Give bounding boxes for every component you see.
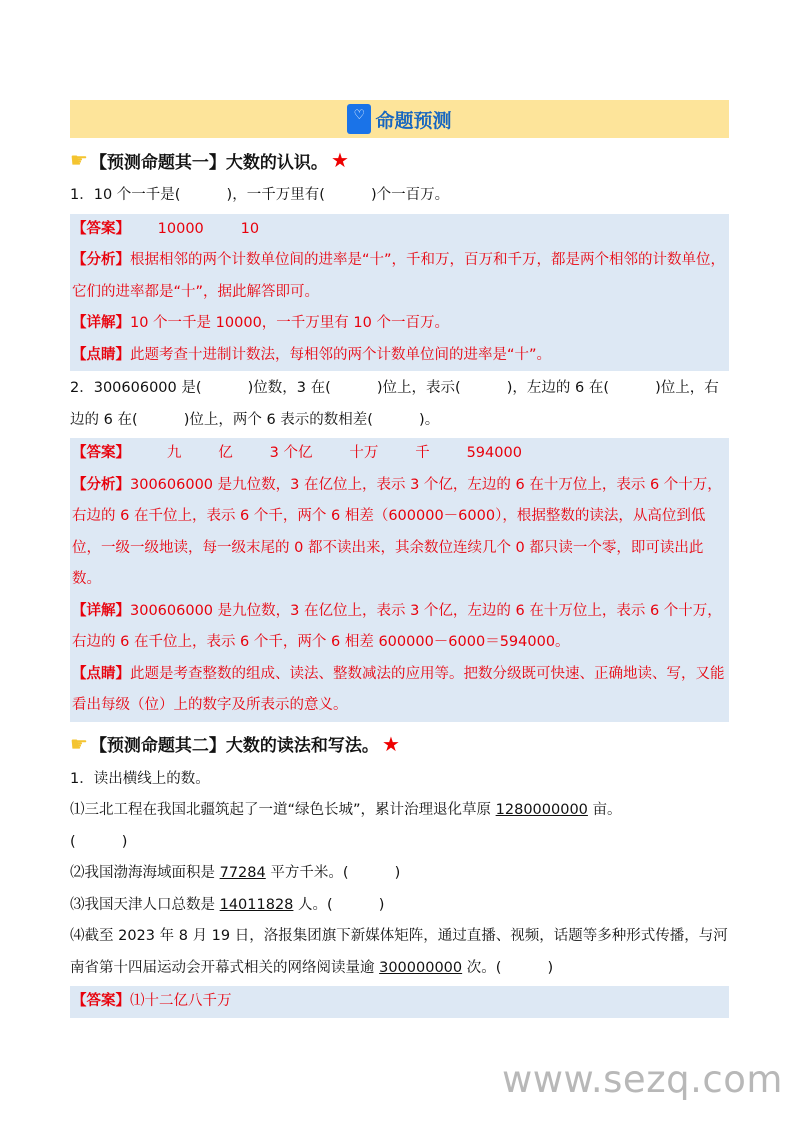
section2-heading: ☛ 【预测命题其二】大数的读法和写法。 ★ [70,731,400,756]
point-text: 此题考查十进制计数法，每相邻的两个计数单位间的进率是“十”。 [130,346,552,363]
answer-box-1: 【答案】 10000 10 【分析】根据相邻的两个计数单位间的进率是“十”，千和万，百万和千万，都是两个相邻的计数单位，它们的进率都是“十”，据此解答即可。 【详解】10 个一千是 10000，一千万里有 10 个一百万。 【点睛】此题考查十进制计数法，每相邻的两个计数单位间的进率是“十”。 [70,214,729,372]
answer-box-2: 【答案】 九 亿 3 个亿 十万 千 594000 【分析】300606000 是九位数，3 在亿位上，表示 3 个亿，左边的 6 在十万位上，表示 6 个十万，右边的 6 在千位上，表示 6 个千，两个 6 相差（600000－6000），根据整数的读法，从高位到低位，一级一级地读，每一级末尾的 0 都不读出来，其余数位连续几个 0 都只读一个零，即可读出此数。 【详解】300606000 是九位数，3 在亿位上，表示 3 个亿，左边的 6 在十万位上，表示 6 个十万，右边的 6 在千位上，表示 6 个千，两个 6 相差 600000－6000＝594000。 【点睛】此题是考查整数的组成、读法、整数减法的应用等。把数分级既可快速、正确地读、写，又能看出每级（位）上的数字及所表示的意义。 [70,438,729,722]
detail-text: 10 个一千是 10000，一千万里有 10 个一百万。 [130,315,449,331]
pointing-hand-icon: ☛ [70,148,88,172]
answer-box-3: 【答案】⑴十二亿八千万 [70,986,729,1018]
answer-text: ⑴十二亿八千万 [130,993,232,1009]
section-banner [70,100,729,138]
sub-question-1: ⑴三北工程在我国北疆筑起了一道“绿色长城”，累计治理退化草原 1280000000 亩。 ( ) [70,802,622,850]
answer-text: 九 亿 3 个亿 十万 千 594000 [130,445,522,461]
analysis-text: 300606000 是九位数，3 在亿位上，表示 3 个亿，左边的 6 在十万位上，表示 6 个十万，右边的 6 在千位上，表示 6 个千，两个 6 相差（600000－6000），根据整数的读法，从高位到低位，一级一级地读，每一级末尾的 0 都不读出来，其余数位连续几个 0 都只读一个零，即可读出此数。 [72,476,722,587]
clipboard-heart-icon [347,104,371,134]
banner-title: 命题预测 [375,109,452,132]
analysis-text: 根据相邻的两个计数单位间的进率是“十”，千和万，百万和千万，都是两个相邻的计数单位，它们的进率都是“十”，据此解答即可。 [72,252,726,300]
watermark: www.sezq.com [502,1058,783,1101]
question-2: 2．300606000 是( )位数，3 在( )位上，表示( )，左边的 6 在( )位上，右边的 6 在( )位上，两个 6 表示的数相差( )。 [70,380,719,428]
answer-text: 10000 10 [130,220,260,237]
sub-question-2: ⑵我国渤海海域面积是 77284 平方千米。( ) [70,865,401,881]
sub-question-3: ⑶我国天津人口总数是 14011828 人。( ) [70,896,385,913]
star-icon: ★ [330,148,349,172]
sub-question-4: ⑷截至 2023 年 8 月 19 日，洛报集团旗下新媒体矩阵，通过直播、视频，话题等多种形式传播，与河南省第十四届运动会开幕式相关的网络阅读量逾 300000000 次。( ) [70,928,728,976]
pointing-hand-icon: ☛ [70,731,88,756]
section1-heading: ☛ 【预测命题其一】大数的认识。 ★ [70,148,349,173]
question-1: 1．读出横线上的数。 [70,770,210,787]
point-text: 此题是考查整数的组成、读法、整数减法的应用等。把数分级既可快速、正确地读、写，又能看出每级（位）上的数字及所表示的意义。 [72,665,725,713]
detail-text: 300606000 是九位数，3 在亿位上，表示 3 个亿，左边的 6 在十万位上，表示 6 个十万，右边的 6 在千位上，表示 6 个千，两个 6 相差 600000－6000＝594000。 [72,602,722,650]
star-icon: ★ [381,731,400,756]
question-1: 1．10 个一千是( )，一千万里有( )个一百万。 [70,187,450,203]
